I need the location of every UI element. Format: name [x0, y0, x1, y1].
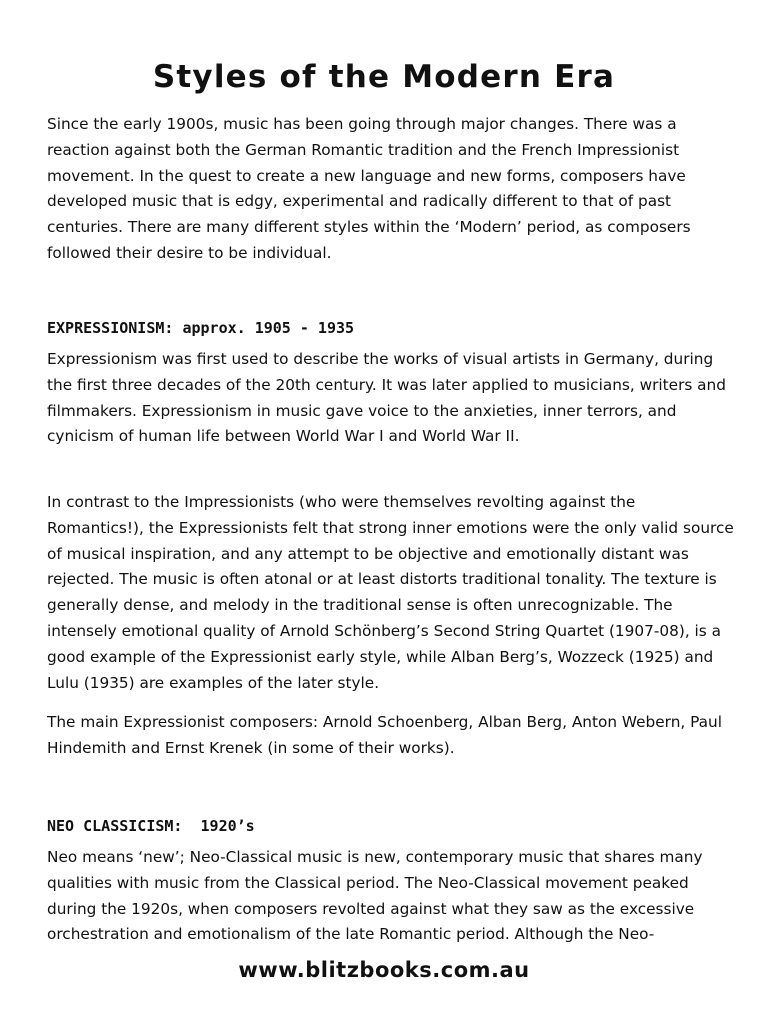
- section-heading-expressionism: EXPRESSIONISM: approx. 1905 - 1935: [47, 319, 355, 337]
- page-title: Styles of the Modern Era: [152, 58, 616, 95]
- neo-classicism-paragraph-1: Neo means ‘new’; Neo-Classical music is new, contemporary music that shares many qualities with music from the Classical period. The Neo-Classical movement peaked during the 1920s, when composers revolted against what they saw as the excessive orchestration and emotionalism of the late Romantic period. Although the Neo-: [47, 848, 703, 944]
- section-heading-neo-classicism: NEO CLASSICISM: 1920’s: [47, 817, 255, 835]
- expressionism-paragraph-1: Expressionism was first used to describe the works of visual artists in Germany, during the first three decades of the 20th century. It was later applied to musicians, writers and filmmakers. Expressionism in music gave voice to the anxieties, inner terrors, and cynicism of human life between World War I and World War II.: [47, 350, 726, 446]
- intro-paragraph: Since the early 1900s, music has been going through major changes. There was a reaction against both the German Romantic tradition and the French Impressionist movement. In the quest to create a new language and new forms, composers have developed music that is edgy, experimental and radically different to that of past centuries. There are many different styles within the ‘Modern’ period, as composers followed their desire to be individual.: [47, 115, 691, 262]
- footer-website: www.blitzbooks.com.au: [238, 958, 530, 982]
- expressionism-paragraph-3: The main Expressionist composers: Arnold Schoenberg, Alban Berg, Anton Webern, Paul Hindemith and Ernst Krenek (in some of their works).: [47, 713, 722, 757]
- expressionism-paragraph-2: In contrast to the Impressionists (who were themselves revolting against the Romantics!), the Expressionists felt that strong inner emotions were the only valid source of musical inspiration, and any attempt to be objective and emotionally distant was rejected. The music is often atonal or at least distorts traditional tonality. The texture is generally dense, and melody in the traditional sense is often unrecognizable. The intensely emotional quality of Arnold Schönberg’s Second String Quartet (1907-08), is a good example of the Expressionist early style, while Alban Berg’s, Wozzeck (1925) and Lulu (1935) are examples of the later style.: [47, 493, 734, 692]
